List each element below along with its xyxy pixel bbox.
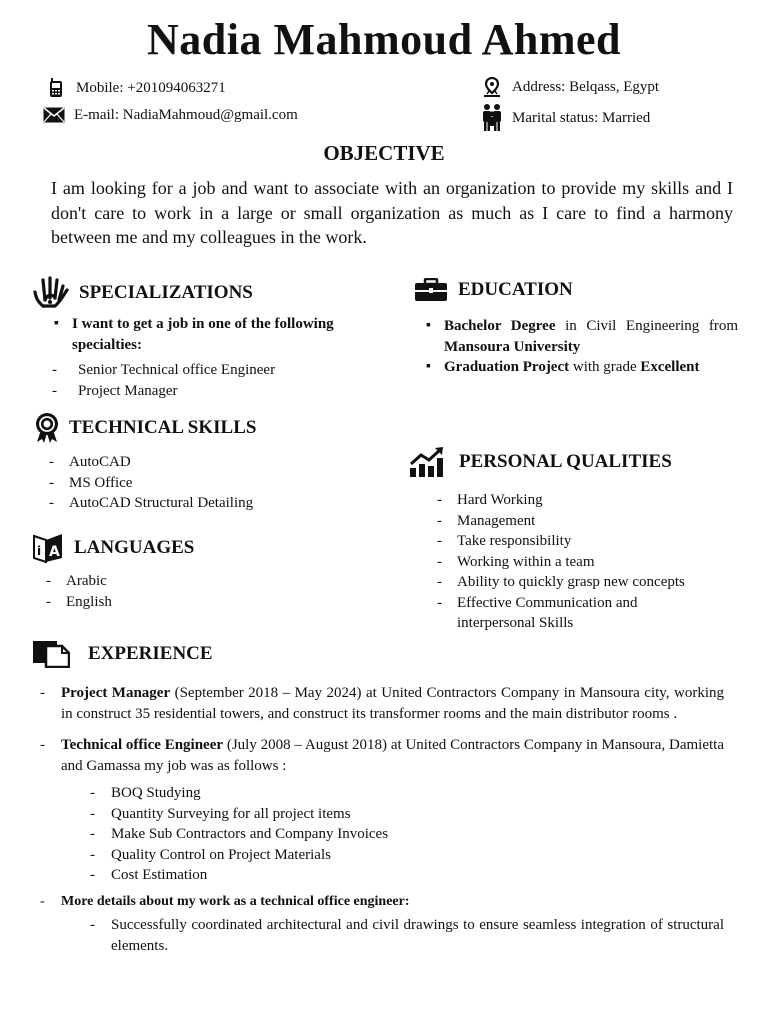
experience-title: EXPERIENCE [88,643,213,664]
languages-heading [32,532,194,564]
experience-section [40,683,724,956]
map-pin-icon [480,77,504,97]
marital-text: Marital status: Married [512,109,651,126]
specializations-list [52,360,392,401]
documents-icon [32,640,70,668]
specializations-title: SPECIALIZATIONS [79,282,253,303]
list-item: - AutoCAD Structural Detailing [49,493,369,514]
personal-qualities-list [437,490,737,634]
list-item: - Effective Communication and interpersonal Skills [437,593,672,634]
education-list [424,316,738,378]
list-item: - BOQ Studying [90,783,724,804]
list-item: - Quality Control on Project Materials [90,845,724,866]
experience-more-details: - More details about my work as a technical office engineer: [40,892,724,913]
experience-heading [32,640,213,668]
technical-skills-list [49,452,369,514]
more-details-list [90,915,724,956]
languages-title: LANGUAGES [74,537,195,558]
technical-skills-title: TECHNICAL SKILLS [69,417,257,438]
svg-text:i: i [37,544,42,558]
candidate-name: Nadia Mahmoud Ahmed [146,15,622,64]
list-item: - Quantity Surveying for all project items [90,804,724,825]
languages-list [46,571,246,612]
contact-email [42,105,298,125]
mobile-text: Mobile: +201094063271 [76,79,226,96]
list-item: - English [46,592,246,613]
list-item: - Make Sub Contractors and Company Invoices [90,824,724,845]
education-heading [414,278,573,302]
svg-text:A: A [49,544,60,560]
contact-address [480,77,659,97]
list-item: - Senior Technical office Engineer [52,360,392,381]
contact-mobile [44,78,226,98]
language-icon [32,532,64,564]
list-item: - Ability to quickly grasp new concepts [437,572,737,593]
personal-qualities-heading [409,446,672,478]
list-item: - Take responsibility [437,531,737,552]
contact-marital [480,103,650,133]
education-degree: ▪ Bachelor Degree in Civil Engineering from Mansoura University [424,316,738,357]
list-item: - Arabic [46,571,246,592]
growth-chart-icon [409,446,445,478]
specializations-heading [33,276,253,310]
briefcase-icon [414,278,448,302]
technical-skills-heading [33,412,256,444]
list-item: - Project Manager [52,381,392,402]
list-item: - Successfully coordinated architectural and civil drawings to ensure seamless integration of structural elements. [90,915,724,956]
experience-job-project-manager: - Project Manager (September 2018 – May 2024) at United Contractors Company in Mansoura city, working in construct 35 residential towers, and construct its transformer rooms and the main distributor rooms . [40,683,724,724]
list-item: - Cost Estimation [90,865,724,886]
personal-qualities-title: PERSONAL QUALITIES [459,451,672,472]
address-text: Address: Belqass, Egypt [512,78,660,95]
list-item: - AutoCAD [49,452,369,473]
objective-text: I am looking for a job and want to associate with an organization to provide my skills and I don't care to work in a large or small organization as much as I care to find a harmony between me and my colleagues in the work. [51,178,733,247]
email-text: E-mail: NadiaMahmoud@gmail.com [74,106,298,123]
list-item: - MS Office [49,473,369,494]
job2-task-list [90,783,724,886]
list-item: - Hard Working [437,490,737,511]
objective-heading: OBJECTIVE [323,141,445,165]
specializations-lead: ▪ I want to get a job in one of the following specialties: [52,314,392,355]
hand-icon [33,276,69,310]
award-ribbon-icon [33,412,61,444]
experience-job-technical-office: - Technical office Engineer (July 2008 – August 2018) at United Contractors Company in Mansoura, Damietta and Gamassa my job was as follows : [40,735,724,776]
people-group-icon [480,103,504,133]
education-graduation: ▪ Graduation Project with grade Excellent [424,357,738,378]
list-item: - Working within a team [437,552,737,573]
envelope-icon [42,105,66,125]
list-item: - Management [437,511,737,532]
education-title: EDUCATION [458,279,573,300]
specializations-lead-list [52,314,392,355]
mobile-phone-icon [44,78,68,98]
